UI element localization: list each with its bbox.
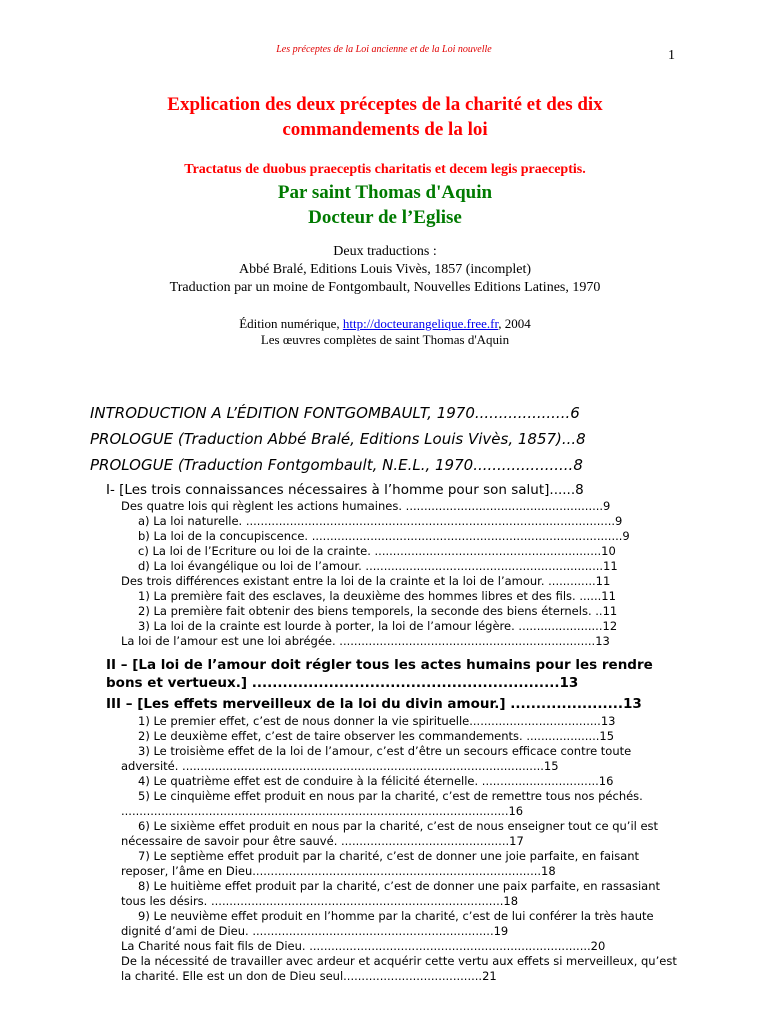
toc-entry[interactable]: c) La loi de l’Ecriture ou loi de la crainte. ..............................................................10 (138, 544, 616, 558)
translation-first: Abbé Bralé, Editions Louis Vivès, 1857 (incomplet) (238, 262, 532, 277)
latin-title: Tractatus de duobus praeceptis charitatis et decem legis praeceptis. (184, 162, 586, 177)
toc-entry[interactable]: La loi de l’amour est une loi abrégée. ......................................................................13 (121, 634, 610, 648)
author-block (100, 180, 670, 230)
doctor-line: Docteur de l’Eglise (308, 207, 462, 228)
toc-entry[interactable]: INTRODUCTION A L’ÉDITION FONTGOMBAULT, 1970....................6 (90, 404, 580, 422)
translation-second: Traduction par un moine de Fontgombault, Nouvelles Editions Latines, 1970 (169, 280, 601, 295)
toc-entry[interactable]: Des trois différences existant entre la loi de la crainte et la loi de l’amour. .............11 (121, 574, 611, 588)
toc-entry[interactable]: 1) La première fait des esclaves, la deuxième des hommes libres et des fils. ......11 (138, 589, 616, 603)
toc-entry[interactable]: 9) Le neuvième effet produit en l’homme par la charité, c’est de lui conférer la très haute dignité d’ami de Dieu. ..................................................................19 (121, 909, 654, 938)
document-title: Explication des deux préceptes de la charité et des dix commandements de la loi (167, 94, 603, 140)
toc-entry[interactable]: La Charité nous fait fils de Dieu. .............................................................................20 (121, 939, 606, 953)
toc-entry[interactable]: 2) Le deuxième effet, c’est de taire observer les commandements. ....................15 (138, 729, 615, 743)
toc-entry[interactable]: 6) Le sixième effet produit en nous par la charité, c’est de nous enseigner tout ce qu’il est nécessaire de savoir pour être sauvé. ..............................................17 (121, 819, 659, 848)
toc-entry[interactable]: II – [La loi de l’amour doit régler tous les actes humains pour les rendre bons et vertueux.] ............................................................13 (106, 657, 653, 691)
toc-entry[interactable]: 3) La loi de la crainte est lourde à porter, la loi de l’amour légère. .......................12 (138, 619, 618, 633)
toc-entry[interactable]: 3) Le troisième effet de la loi de l’amour, c’est d’être un secours efficace contre toute adversité. ...................................................................................................15 (121, 744, 632, 773)
toc-entry[interactable]: Des quatre lois qui règlent les actions humaines. ......................................................9 (121, 499, 611, 513)
edition-line (60, 316, 710, 332)
toc-entry[interactable]: 1) Le premier effet, c’est de nous donner la vie spirituelle....................................13 (138, 714, 616, 728)
toc-entry[interactable]: 7) Le septième effet produit par la charité, c’est de donner une joie parfaite, en faisant reposer, l’âme en Dieu...............................................................................18 (121, 849, 640, 878)
edition-suffix: , 2004 (498, 316, 531, 331)
toc-entry[interactable]: 2) La première fait obtenir des biens temporels, la seconde des biens éternels. ..11 (138, 604, 618, 618)
toc-entry[interactable]: 8) Le huitième effet produit par la charité, c’est de donner une paix parfaite, en rassasiant tous les désirs. ................................................................................18 (121, 879, 661, 908)
page-number: 1 (668, 48, 675, 63)
website-link[interactable]: http://docteurangelique.free.fr (342, 316, 499, 331)
toc-entry[interactable]: PROLOGUE (Traduction Fontgombault, N.E.L., 1970.....................8 (90, 456, 583, 474)
toc-entry[interactable]: 5) Le cinquième effet produit en nous par la charité, c’est de remettre tous nos péchés. ..........................................................................................................16 (121, 789, 643, 818)
toc-entry[interactable]: De la nécessité de travailler avec ardeur et acquérir cette vertu aux effets si merveilleux, qu’est la charité. Elle est un don de Dieu seul......................................21 (121, 954, 677, 983)
toc-entry[interactable]: d) La loi évangélique ou loi de l’amour. .................................................................11 (138, 559, 618, 573)
translations-block (60, 243, 710, 297)
toc-entry[interactable]: 4) Le quatrième effet est de conduire à la félicité éternelle. ................................16 (138, 774, 614, 788)
toc-entry[interactable]: PROLOGUE (Traduction Abbé Bralé, Editions Louis Vivès, 1857)...8 (90, 430, 586, 448)
edition-prefix: Édition numérique, (239, 316, 343, 331)
toc-entry[interactable]: a) La loi naturelle. .....................................................................................................9 (138, 514, 623, 528)
toc-entry[interactable]: b) La loi de la concupiscence. .....................................................................................9 (138, 529, 630, 543)
toc-entry[interactable]: III – [Les effets merveilleux de la loi du divin amour.] ......................13 (106, 696, 642, 712)
translations-heading: Deux traductions : (333, 244, 437, 259)
toc-entry[interactable]: I- [Les trois connaissances nécessaires à l’homme pour son salut]......8 (106, 482, 584, 498)
edition-block (60, 316, 710, 348)
running-header: Les préceptes de la Loi ancienne et de la Loi nouvelle (276, 44, 492, 55)
complete-works-line: Les œuvres complètes de saint Thomas d'Aquin (260, 332, 510, 347)
author-line: Par saint Thomas d'Aquin (277, 182, 493, 203)
